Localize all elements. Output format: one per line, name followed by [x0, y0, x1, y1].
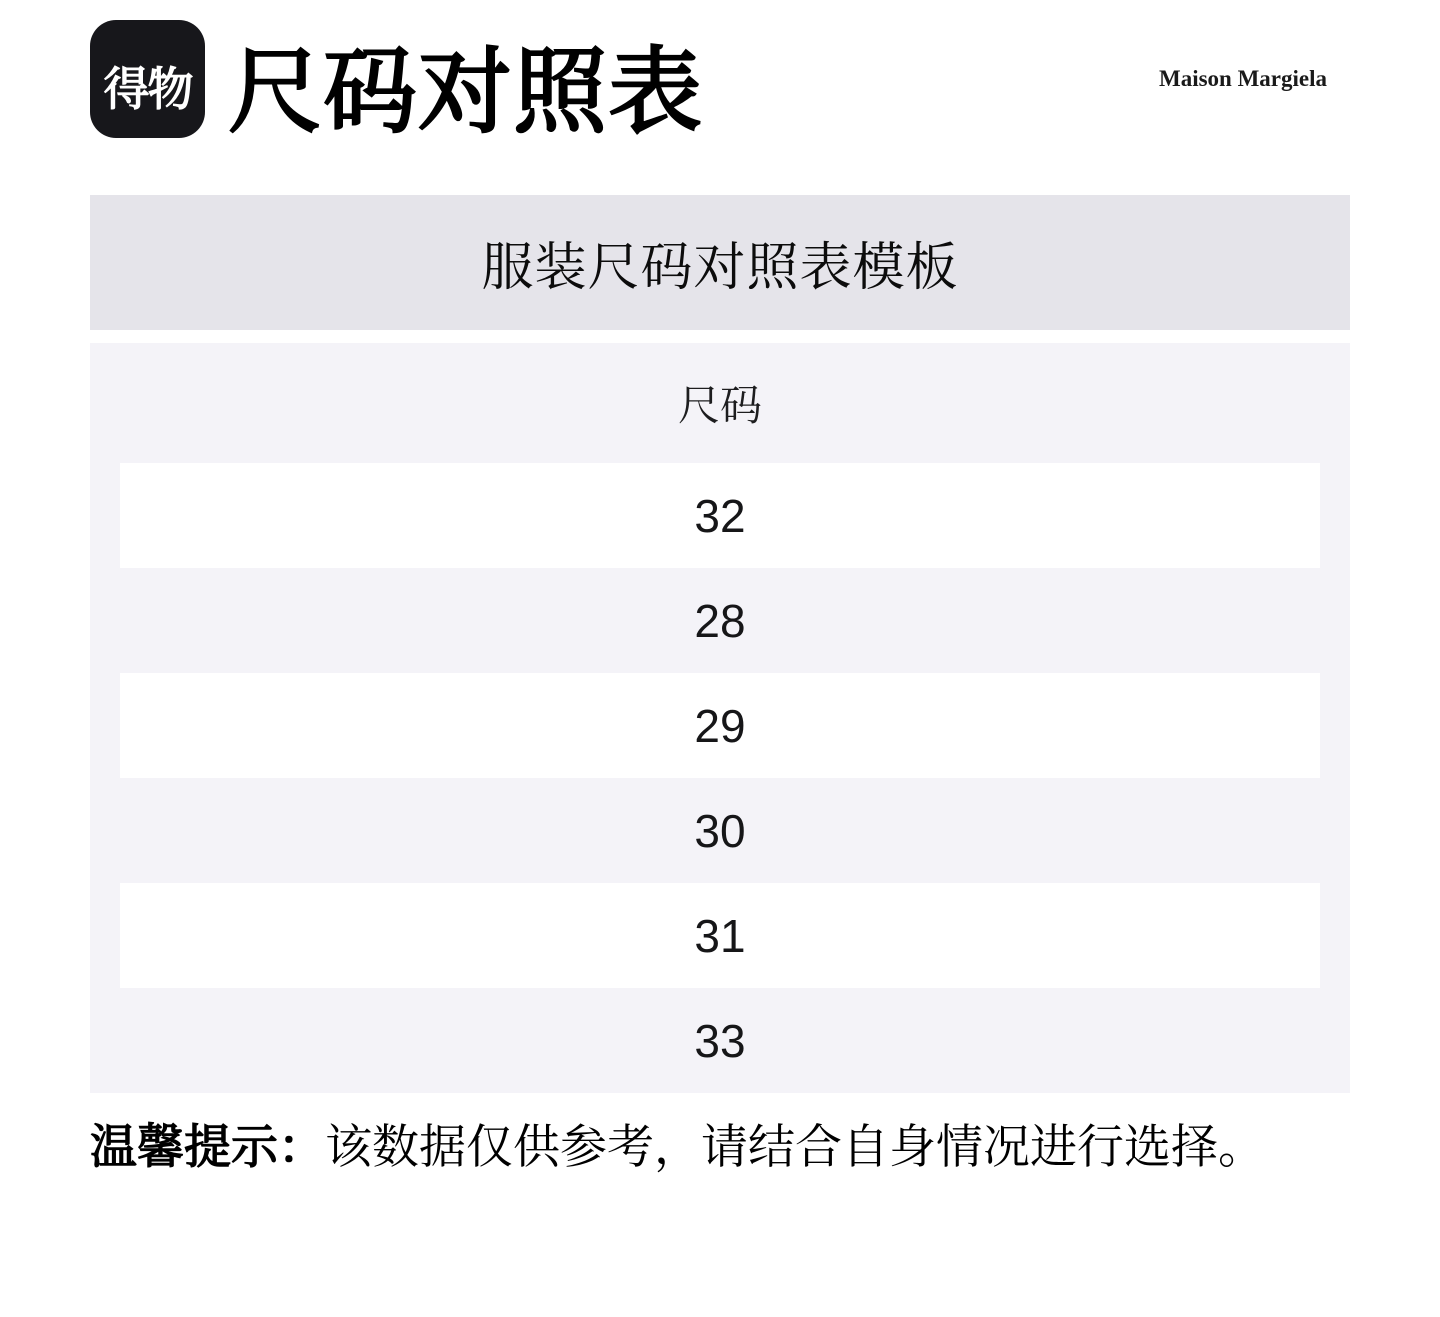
footer-tip — [90, 1110, 1265, 1177]
subtitle-bar — [90, 195, 1350, 330]
column-header-size: 尺码 — [677, 382, 762, 429]
subtitle-text: 服装尺码对照表模板 — [481, 239, 959, 297]
dewu-logo — [90, 20, 205, 138]
footer-tip-text: 该数据仅供参考，请结合自身情况进行选择。 — [325, 1120, 1265, 1173]
size-row: 33 — [694, 1014, 746, 1067]
size-row: 29 — [120, 673, 1320, 778]
size-row: 30 — [694, 804, 746, 857]
size-table — [90, 343, 1350, 1093]
size-row: 28 — [694, 594, 746, 647]
size-row: 31 — [120, 883, 1320, 988]
dewu-logo-text: 得物 — [103, 63, 192, 115]
brand-name: Maison Margiela — [1159, 66, 1327, 91]
size-row: 32 — [120, 463, 1320, 568]
page-title: 尺码对照表 — [228, 39, 704, 144]
footer-tip-label: 温馨提示： — [90, 1120, 325, 1173]
